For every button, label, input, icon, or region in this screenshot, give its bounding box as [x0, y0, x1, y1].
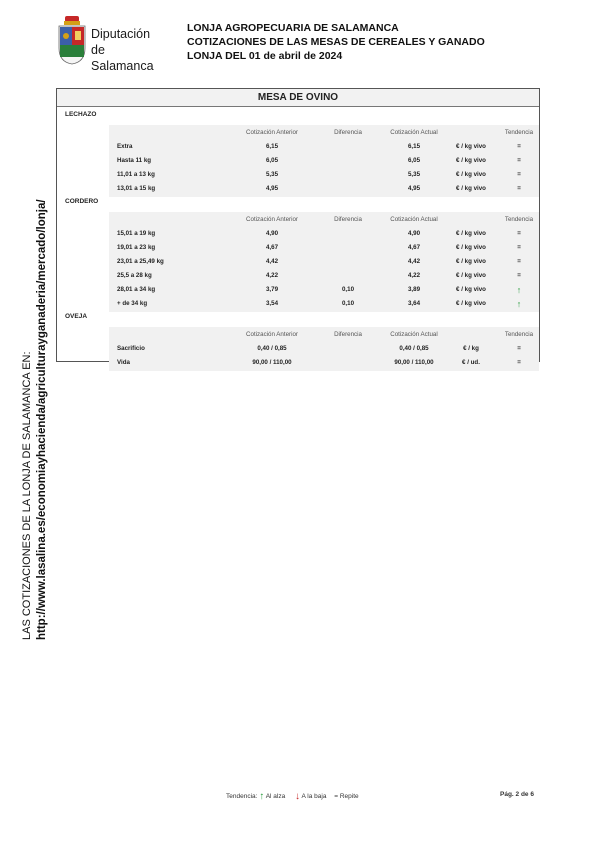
trend-value: =	[517, 244, 521, 251]
table-row	[57, 300, 539, 314]
header-line2: COTIZACIONES DE LAS MESAS DE CEREALES Y GANADO	[187, 36, 485, 48]
column-header-tendencia: Tendencia	[504, 129, 534, 136]
logo-line2: de Salamanca	[91, 43, 154, 73]
unit: € / kg vivo	[456, 300, 486, 307]
trend-value: =	[517, 157, 521, 164]
page-number: Pág. 2 de 6	[500, 791, 534, 798]
unit: € / kg vivo	[456, 185, 486, 192]
column-header-row	[57, 129, 539, 143]
trend-value: =	[517, 345, 521, 352]
previous-price: 0,40 / 0,85	[257, 345, 287, 352]
unit: € / kg vivo	[456, 286, 486, 293]
current-price: 6,05	[407, 157, 421, 164]
lonja-url-link[interactable]: http://www.lasalina.es/economiayhacienda/agriculturayganaderia/mercado/lonja/	[36, 199, 48, 640]
difference: 0,10	[341, 286, 355, 293]
table-row	[57, 286, 539, 300]
previous-price: 6,15	[265, 143, 279, 150]
row-name: Sacrificio	[117, 345, 145, 352]
current-price: 3,64	[407, 300, 421, 307]
current-price: 4,95	[407, 185, 421, 192]
current-price: 5,35	[407, 171, 421, 178]
current-price: 4,67	[407, 244, 421, 251]
unit: € / kg vivo	[456, 258, 486, 265]
unit: € / kg vivo	[456, 143, 486, 150]
section-label: OVEJA	[65, 313, 88, 320]
previous-price: 6,05	[265, 157, 279, 164]
row-name: 15,01 a 19 kg	[117, 230, 156, 237]
column-header-diferencia: Diferencia	[334, 216, 362, 223]
row-name: 25,5 a 28 kg	[117, 272, 152, 279]
table-row	[57, 230, 539, 244]
table-row	[57, 345, 539, 359]
previous-price: 3,54	[265, 300, 279, 307]
current-price: 0,40 / 0,85	[399, 345, 429, 352]
legend-repeat-label: = Repite	[334, 793, 359, 800]
difference: 0,10	[341, 300, 355, 307]
column-header-actual: Cotización Actual	[390, 331, 438, 338]
section-label: LECHAZO	[65, 111, 97, 118]
column-header-tendencia: Tendencia	[504, 331, 534, 338]
previous-price: 4,42	[265, 258, 279, 265]
trend-value: =	[517, 359, 521, 366]
table-row	[57, 258, 539, 272]
table-row	[57, 171, 539, 185]
column-header-actual: Cotización Actual	[390, 216, 438, 223]
unit: € / kg	[463, 345, 479, 352]
previous-price: 90,00 / 110,00	[252, 359, 292, 366]
column-header-diferencia: Diferencia	[334, 331, 362, 338]
column-header-row	[57, 216, 539, 230]
row-name: Hasta 11 kg	[117, 157, 152, 164]
header-line1: LONJA AGROPECUARIA DE SALAMANCA	[187, 22, 399, 34]
diputacion-logo	[56, 14, 168, 73]
current-price: 3,89	[407, 286, 421, 293]
header-line3: LONJA DEL 01 de abril de 2024	[187, 50, 343, 62]
current-price: 4,22	[407, 272, 421, 279]
row-name: 13,01 a 15 kg	[117, 185, 156, 192]
current-price: 4,42	[407, 258, 421, 265]
row-name: 11,01 a 13 kg	[117, 171, 155, 178]
row-name: 19,01 a 23 kg	[117, 244, 156, 251]
row-name: 28,01 a 34 kg	[117, 286, 156, 293]
previous-price: 4,90	[265, 230, 279, 237]
arrow-down-icon: ↓	[295, 791, 301, 802]
previous-price: 4,22	[265, 272, 279, 279]
row-name: 23,01 a 25,49 kg	[117, 258, 164, 265]
unit: € / kg vivo	[456, 272, 486, 279]
arrow-up-icon: ↑	[259, 791, 265, 802]
table-title: MESA DE OVINO	[57, 89, 539, 107]
trend-value: =	[517, 143, 521, 150]
side-line1: LAS COTIZACIONES DE LA LONJA DE SALAMANCA EN:	[21, 351, 33, 640]
legend-label: Tendencia:	[226, 793, 258, 800]
trend-value: =	[517, 171, 521, 178]
previous-price: 4,67	[265, 244, 279, 251]
unit: € / ud.	[462, 359, 480, 366]
column-header-diferencia: Diferencia	[334, 129, 362, 136]
row-name: Vida	[117, 359, 130, 366]
column-header-anterior: Cotización Anterior	[246, 129, 298, 136]
column-header-actual: Cotización Actual	[390, 129, 438, 136]
document-header	[187, 21, 485, 63]
coat-of-arms-icon	[56, 14, 88, 66]
unit: € / kg vivo	[456, 230, 486, 237]
trend-up-icon: ↑	[516, 285, 522, 295]
trend-value: =	[517, 258, 521, 265]
table-row	[57, 359, 539, 373]
table-row	[57, 143, 539, 157]
row-name: Extra	[117, 143, 133, 150]
unit: € / kg vivo	[456, 157, 486, 164]
column-header-row	[57, 331, 539, 345]
trend-value: =	[517, 272, 521, 279]
unit: € / kg vivo	[456, 171, 486, 178]
table-row	[57, 244, 539, 258]
legend-down-label: A la baja	[301, 793, 327, 800]
ovino-price-table	[56, 88, 540, 366]
previous-price: 5,35	[265, 171, 279, 178]
table-row	[57, 272, 539, 286]
logo-line1: Diputación	[91, 27, 151, 41]
trend-up-icon: ↑	[516, 299, 522, 309]
current-price: 4,90	[407, 230, 421, 237]
trend-legend	[226, 790, 359, 801]
trend-value: =	[517, 230, 521, 237]
column-header-tendencia: Tendencia	[504, 216, 534, 223]
side-url-note	[20, 180, 54, 640]
trend-value: =	[517, 185, 521, 192]
table-row	[57, 157, 539, 171]
previous-price: 4,95	[265, 185, 279, 192]
unit: € / kg vivo	[456, 244, 486, 251]
previous-price: 3,79	[265, 286, 279, 293]
column-header-anterior: Cotización Anterior	[246, 331, 298, 338]
section-label: CORDERO	[65, 198, 99, 205]
current-price: 90,00 / 110,00	[394, 359, 434, 366]
table-row	[57, 185, 539, 199]
row-name: + de 34 kg	[117, 300, 148, 307]
legend-up-label: Al alza	[265, 793, 286, 800]
column-header-anterior: Cotización Anterior	[246, 216, 298, 223]
current-price: 6,15	[407, 143, 421, 150]
